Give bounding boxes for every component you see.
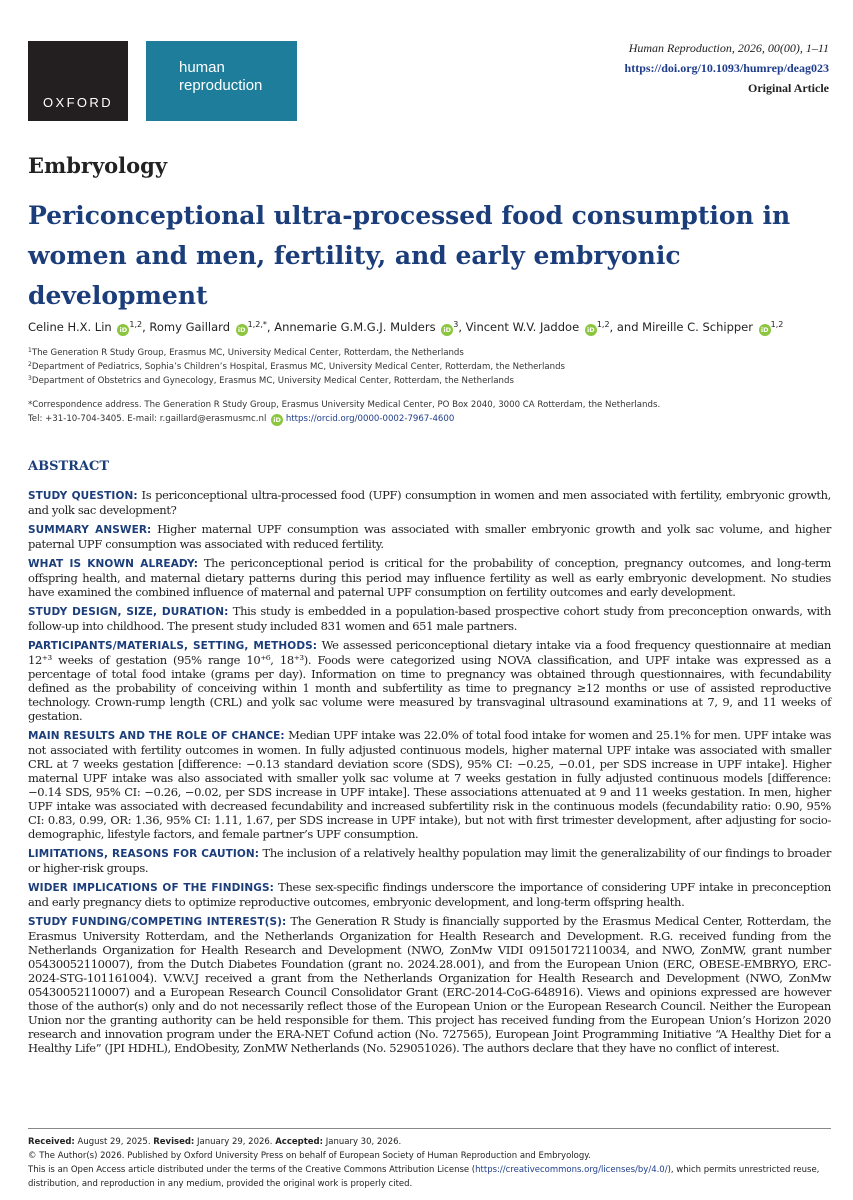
section-label: Embryology bbox=[28, 153, 168, 178]
accepted-label: Accepted: bbox=[275, 1137, 324, 1147]
author-item bbox=[274, 320, 465, 334]
abstract-text: The Generation R Study is financially supported by the Erasmus Medical Center, Rotterdam, the Erasmus University Rotterdam, and the Netherlands Organization for Health Research and Development. R.G. received funding from the Netherlands Organization for Health Research and Development (NWO, ZonMw VIDI 09150172110034, and NWO, ZonMW, grant number 05430052110007), from the Dutch Diabetes Foundation (grant no. 2024.28.001), and from the European Union (ERC, OBESE-EMBRYO, ERC-2024-STG-101161004). V.W.V.J received a grant from the Netherlands Organization for Health Research and Development (NWO, ZonMw 05430052110007) and a European Research Council Consolidator Grant (ERC-2014-CoG-648916). Views and opinions expressed are however those of the author(s) only and do not necessarily reflect those of the European Union or the European Research Council. Neither the European Union nor the granting authority can be held responsible for them. This project has received funding from the European Union’s Horizon 2020 research and innovation program under the ERA-NET Cofund action (No. 727565), European Joint Programming Initiative “A Healthy Diet for a Healthy Life” (JPI HDHL), EndObesity, ZonMW Netherlands (No. 529051026). The authors declare that they have no conflict of interest. bbox=[28, 914, 832, 1055]
license-notice bbox=[28, 1163, 831, 1191]
orcid-icon: iD bbox=[271, 414, 283, 426]
abstract-label: MAIN RESULTS AND THE ROLE OF CHANCE: bbox=[28, 730, 285, 742]
affiliation-text: Department of Obstetrics and Gynecology, Erasmus MC, University Medical Center, Rotterdam, the Netherlands bbox=[31, 376, 514, 386]
author-list bbox=[28, 320, 838, 336]
abstract-text: The periconceptional period is critical for the probability of conception, pregnancy outcomes, and long-term offspring health, and maternal dietary patterns during this period may influence fertility as well as early embryonic development. No studies have examined the combined influence of maternal and paternal UPF consumption on fertility outcomes and early development. bbox=[28, 556, 831, 599]
orcid-link[interactable]: https://orcid.org/0000-0002-7967-4600 bbox=[285, 414, 455, 424]
affiliation-item bbox=[28, 374, 828, 388]
correspondence bbox=[28, 398, 828, 426]
author-affiliation: 3 bbox=[453, 320, 459, 329]
copyright-notice: © The Author(s) 2026. Published by Oxford University Press on behalf of European Society of Human Reproduction and Embryology. bbox=[28, 1151, 591, 1161]
publication-dates bbox=[28, 1135, 831, 1149]
correspondence-address: *Correspondence address. The Generation R Study Group, Erasmus University Medical Center, PO Box 2040, 3000 CA Rotterdam, the Netherlands. bbox=[28, 400, 661, 410]
abstract-section bbox=[28, 522, 831, 551]
affiliation-number: 3 bbox=[28, 375, 32, 382]
license-text: ), which permits unrestricted reuse, distribution, and reproduction in any medium, provided the original work is properly cited. bbox=[28, 1165, 820, 1189]
author-item bbox=[642, 320, 783, 334]
journal-logo bbox=[146, 41, 297, 121]
received-label: Received: bbox=[28, 1137, 75, 1147]
abstract-section bbox=[28, 604, 831, 633]
abstract-label: LIMITATIONS, REASONS FOR CAUTION: bbox=[28, 848, 260, 860]
abstract-section bbox=[28, 880, 831, 909]
abstract-label: STUDY QUESTION: bbox=[28, 490, 138, 502]
orcid-icon[interactable]: iD bbox=[585, 324, 597, 336]
accepted-date: January 30, 2026. bbox=[325, 1137, 402, 1147]
contact-email: Tel: +31-10-704-3405. E-mail: r.gaillard@erasmusmc.nl bbox=[28, 414, 267, 424]
author-separator: , bbox=[142, 320, 150, 334]
author-name: Vincent W.V. Jaddoe bbox=[465, 320, 580, 334]
author-item bbox=[149, 320, 274, 334]
journal-logo-text: human reproduction bbox=[179, 59, 263, 94]
received-date: August 29, 2025. bbox=[77, 1137, 151, 1147]
abstract-text: This study is embedded in a population-based prospective cohort study from preconception onwards, with follow-up into childhood. The present study included 831 women and 651 male partners. bbox=[28, 604, 831, 633]
abstract-section bbox=[28, 846, 831, 875]
affiliation-text: The Generation R Study Group, Erasmus MC, University Medical Center, Rotterdam, the Netherlands bbox=[31, 348, 464, 358]
abstract-label: STUDY FUNDING/COMPETING INTEREST(S): bbox=[28, 916, 287, 928]
abstract-label: STUDY DESIGN, SIZE, DURATION: bbox=[28, 606, 229, 618]
abstract-section bbox=[28, 638, 831, 723]
oxford-logo-text: OXFORD bbox=[42, 95, 113, 110]
article-title: Periconceptional ultra-processed food consumption in women and men, fertility, and early embryonic development bbox=[28, 201, 791, 310]
author-separator: , bbox=[266, 320, 275, 334]
author-name: Romy Gaillard bbox=[149, 320, 230, 334]
author-affiliation: 1,2,* bbox=[247, 320, 267, 329]
author-name: Mireille C. Schipper bbox=[642, 320, 753, 334]
abstract-section bbox=[28, 914, 831, 1055]
affiliation-item bbox=[28, 360, 828, 374]
abstract-label: PARTICIPANTS/MATERIALS, SETTING, METHODS: bbox=[28, 640, 318, 652]
footer-divider bbox=[28, 1128, 831, 1129]
author-name: Annemarie G.M.G.J. Mulders bbox=[274, 320, 436, 334]
abstract-text: Is periconceptional ultra-processed food (UPF) consumption in women and men associated with fertility, embryonic growth, and yolk sac development? bbox=[28, 488, 831, 517]
orcid-icon[interactable]: iD bbox=[117, 324, 129, 336]
orcid-icon[interactable]: iD bbox=[236, 324, 248, 336]
author-separator: , and bbox=[609, 320, 643, 334]
journal-citation: Human Reproduction, 2026, 00(00), 1–11 bbox=[628, 41, 829, 55]
abstract-text: Median UPF intake was 22.0% of total food intake for women and 25.1% for men. UPF intake was not associated with fertility outcomes in women. In fully adjusted continuous models, higher maternal UPF intake was associated with smaller CRL at 7 weeks gestation [difference: −0.13 standard deviation score (SDS), 95% CI: −0.25, −0.01, per SDS increase in UPF intake]. Higher maternal UPF intake was also associated with smaller yolk sac volume at 7 weeks gestation in fully adjusted continuous models [difference: −0.14 SDS, 95% CI: −0.26, −0.02, per SDS increase in UPF intake]. These associations attenuated at 9 and 11 weeks gestation. In men, higher UPF intake was associated with decreased fecundability and increased subfertility risk in the continuous models (fecundability ratio: 0.90, 95% CI: 0.83, 0.99, OR: 1.36, 95% CI: 1.11, 1.67, per SDS increase in UPF intake), but not with first trimester development, after adjusting for socio-demographic, lifestyle factors, and female partner’s UPF consumption. bbox=[28, 728, 831, 841]
abstract bbox=[28, 460, 831, 1060]
license-link[interactable]: https://creativecommons.org/licenses/by/4.0/ bbox=[475, 1165, 668, 1175]
orcid-icon[interactable]: iD bbox=[441, 324, 453, 336]
author-affiliation: 1,2 bbox=[596, 320, 610, 329]
doi-link[interactable]: https://doi.org/10.1093/humrep/deag023 bbox=[624, 61, 829, 75]
license-text: This is an Open Access article distributed under the terms of the Creative Commons Attribution License ( bbox=[28, 1165, 476, 1175]
affiliation-item bbox=[28, 346, 828, 360]
abstract-section bbox=[28, 728, 831, 841]
abstract-section bbox=[28, 488, 831, 517]
abstract-text: The inclusion of a relatively healthy population may limit the generalizability of our findings to broader or higher-risk groups. bbox=[28, 846, 831, 875]
author-affiliation: 1,2 bbox=[770, 320, 784, 329]
author-item bbox=[466, 320, 643, 334]
affiliation-number: 2 bbox=[28, 361, 32, 368]
abstract-text: We assessed periconceptional dietary intake via a food frequency questionnaire at median 12⁺³ weeks of gestation (95% range 10⁺⁶, 18⁺³). Foods were categorized using NOVA classification, and UPF intake was expressed as a percentage of total food intake (grams per day). Information on time to pregnancy was obtained through questionnaires, with fecundability defined as the probability of conceiving within 1 month and subfertility as time to pregnancy ≥12 months or use of assisted reproductive technology. Crown-rump length (CRL) and yolk sac volume were measured by transvaginal ultrasound examinations at 7, 9, and 11 weeks of gestation. bbox=[28, 638, 831, 723]
revised-label: Revised: bbox=[153, 1137, 195, 1147]
abstract-label: WIDER IMPLICATIONS OF THE FINDINGS: bbox=[28, 882, 274, 894]
author-separator: , bbox=[458, 320, 466, 334]
affiliation-text: Department of Pediatrics, Sophia’s Children’s Hospital, Erasmus MC, University Medical Center, Rotterdam, the Netherlands bbox=[31, 362, 566, 372]
revised-date: January 29, 2026. bbox=[197, 1137, 273, 1147]
author-name: Celine H.X. Lin bbox=[28, 320, 112, 334]
author-item bbox=[28, 320, 149, 334]
abstract-text: These sex-specific findings underscore the importance of considering UPF intake in preconception and early pregnancy diets to optimize reproductive outcomes, embryonic development, and long-term offspring health. bbox=[28, 880, 831, 909]
abstract-label: SUMMARY ANSWER: bbox=[28, 524, 152, 536]
abstract-label: WHAT IS KNOWN ALREADY: bbox=[28, 558, 199, 570]
footer bbox=[28, 1135, 831, 1191]
abstract-heading: ABSTRACT bbox=[28, 459, 110, 474]
abstract-text: Higher maternal UPF consumption was associated with smaller embryonic growth and yolk sac volume, and higher paternal UPF consumption was associated with reduced fertility. bbox=[28, 522, 831, 551]
affiliation-number: 1 bbox=[28, 347, 32, 354]
affiliation-list bbox=[28, 346, 828, 388]
correspondence-contact bbox=[28, 412, 828, 426]
article-type: Original Article bbox=[748, 81, 829, 95]
abstract-section bbox=[28, 556, 831, 599]
article-meta bbox=[625, 38, 829, 98]
orcid-icon[interactable]: iD bbox=[759, 324, 771, 336]
oxford-logo bbox=[28, 41, 128, 121]
author-affiliation: 1,2 bbox=[129, 320, 143, 329]
